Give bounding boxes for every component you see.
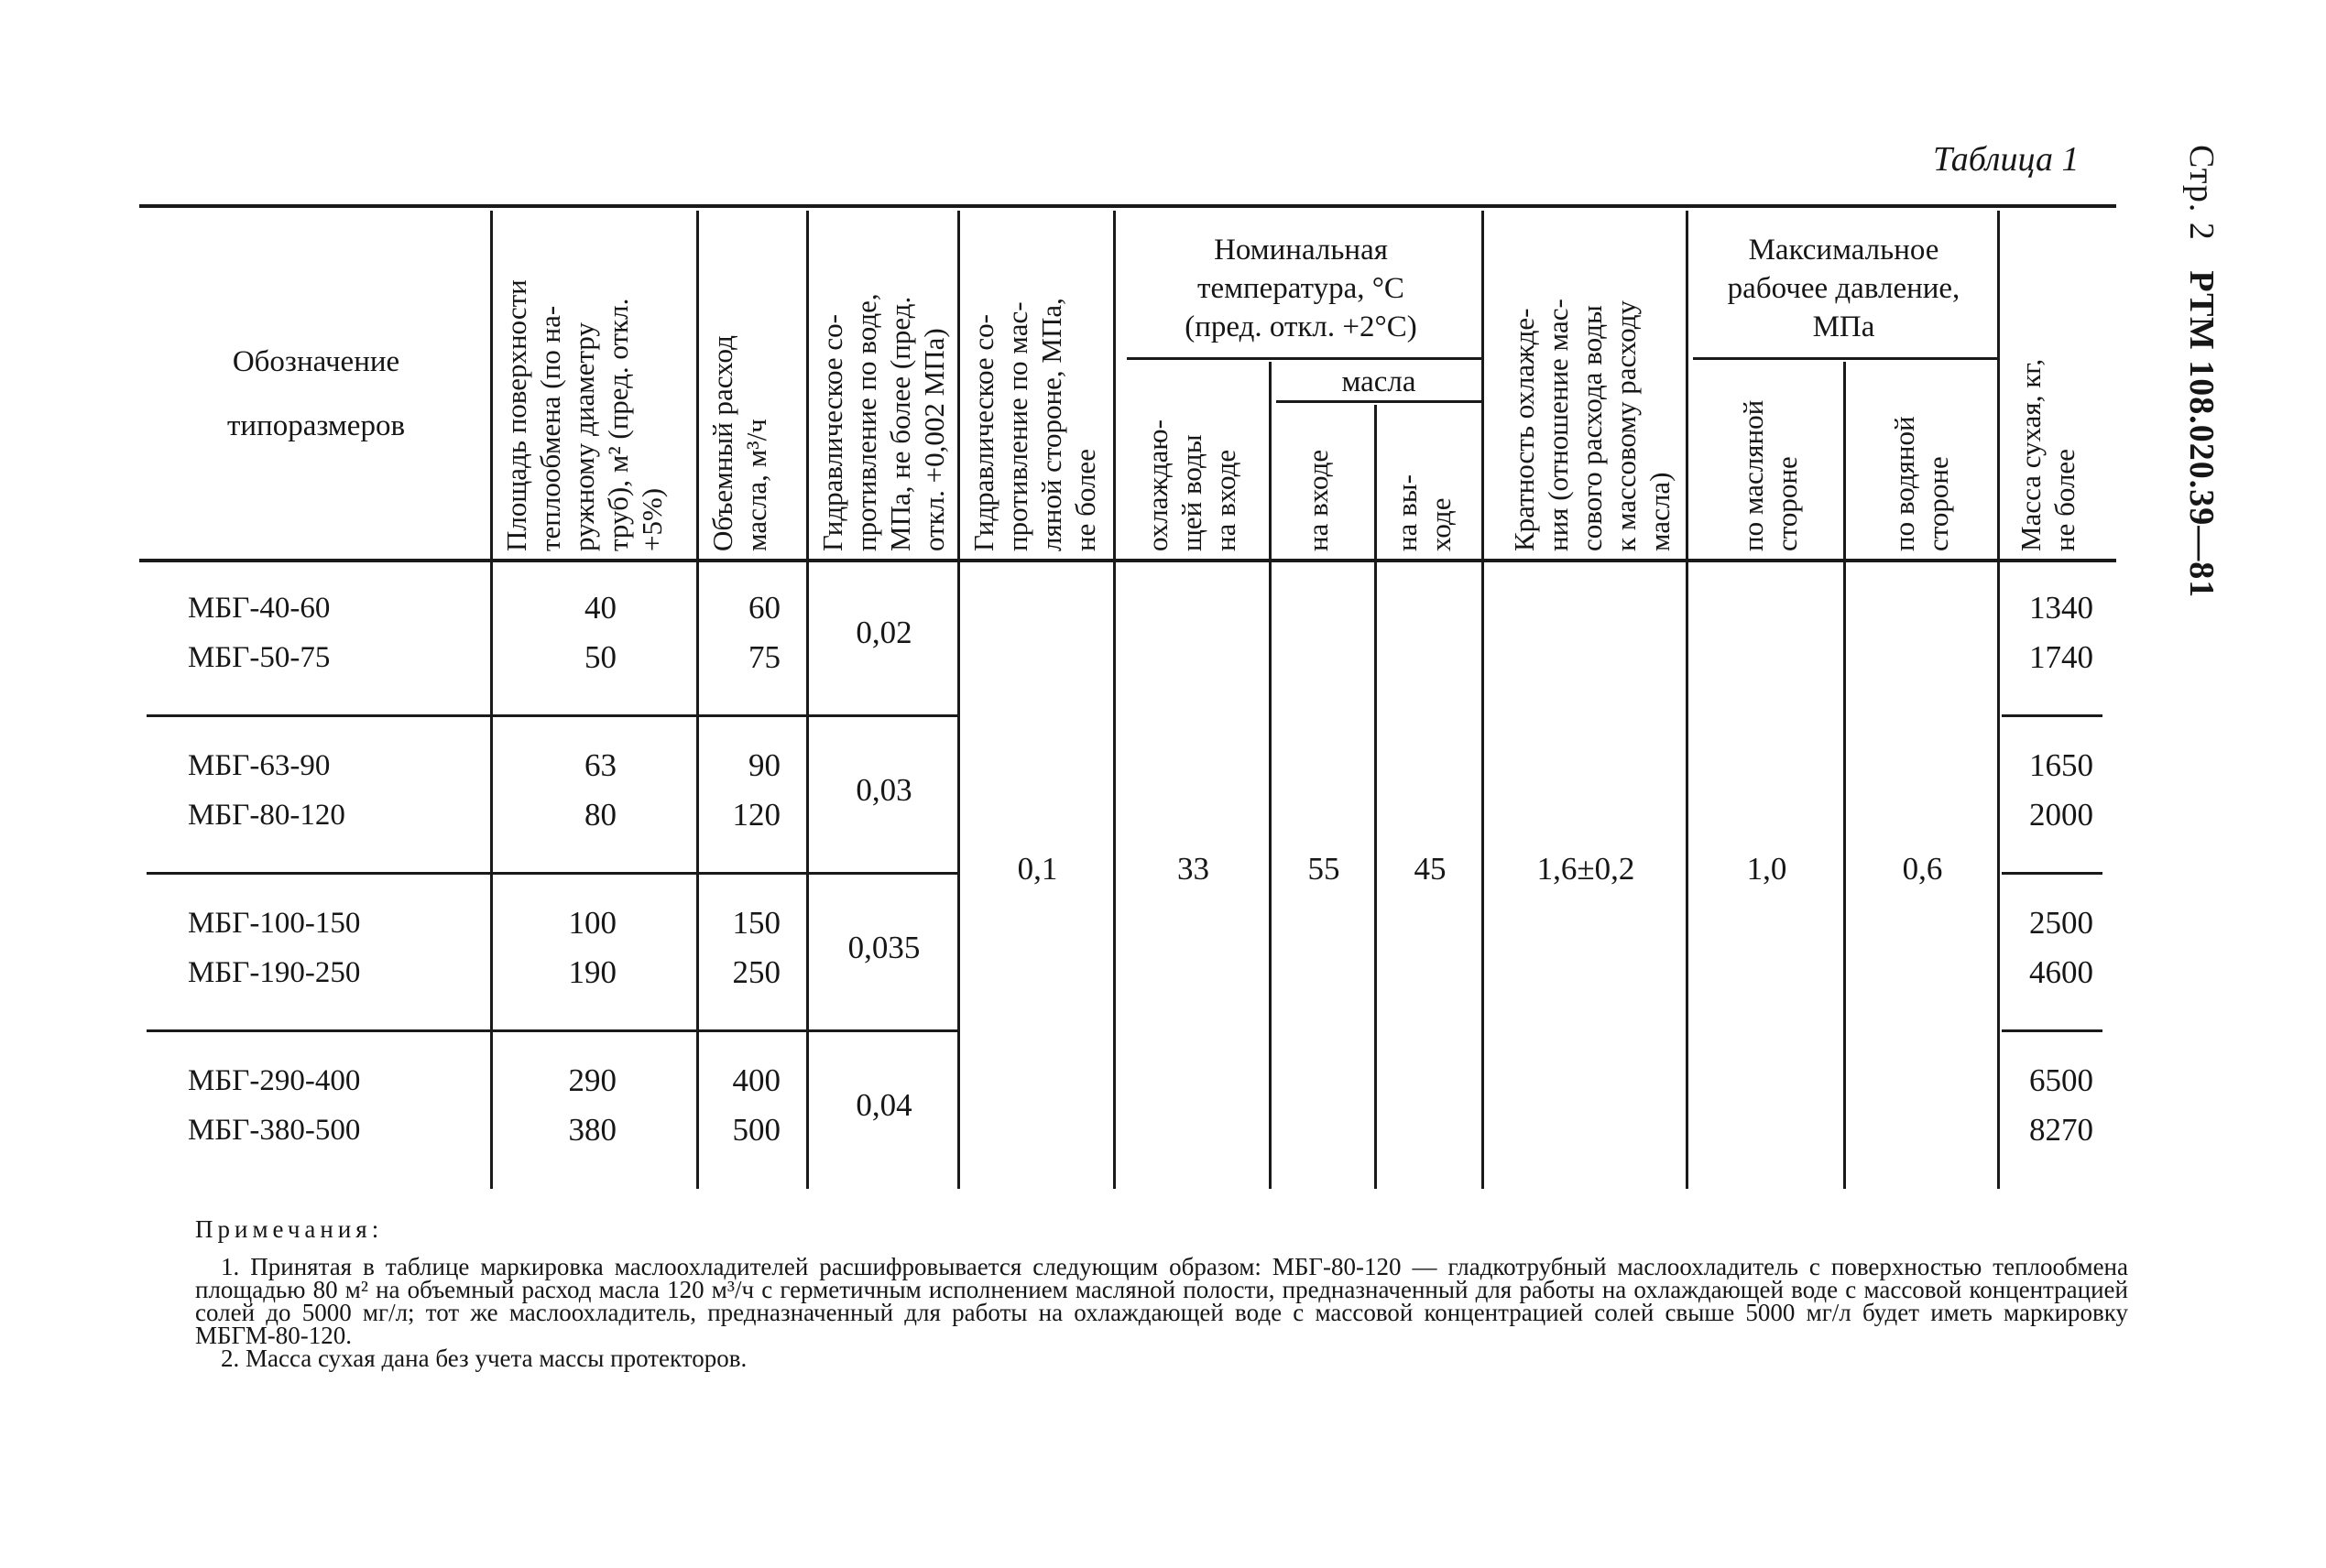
header-pressure-group: Максимальное рабочее давление, МПа: [1727, 234, 1960, 343]
oil-flow-cell: 500: [732, 1112, 781, 1148]
header-water-resistance: Гидравлическое со- противление по воде, МПа, не более (пред. откл. +0,002 МПа): [816, 293, 950, 551]
mass-cell: 2000: [2029, 797, 2093, 833]
header-bottom-rule: [139, 559, 2116, 562]
area-cell: 190: [568, 954, 617, 990]
column-divider: [1686, 211, 1688, 1189]
document-code: РТМ 108.020.39—81: [2182, 270, 2221, 599]
area-cell: 40: [584, 590, 617, 626]
cooling-ratio-value: 1,6±0,2: [1536, 851, 1635, 887]
header-water-inlet-temp: охлаждаю- щей воды на входе: [1141, 419, 1241, 551]
oil-flow-cell: 250: [732, 954, 781, 990]
mass-cell: 1740: [2029, 639, 2093, 675]
notes: [195, 1215, 2128, 1372]
mass-cell: 1650: [2029, 747, 2093, 783]
header-pressure-oil-side: по масляной стороне: [1737, 399, 1803, 551]
designation-cell: МБГ-40-60: [188, 592, 331, 625]
group-rule: [147, 872, 957, 875]
oil-flow-cell: 60: [748, 590, 781, 626]
column-divider: [1269, 362, 1272, 1189]
mass-group-rule: [2002, 1029, 2102, 1032]
mass-group-rule: [2002, 714, 2102, 717]
designation-cell: МБГ-50-75: [188, 641, 331, 674]
pressure-oil-value: 1,0: [1746, 851, 1787, 887]
pressure-group-rule: [1693, 357, 1997, 360]
mass-cell: 6500: [2029, 1062, 2093, 1098]
mass-cell: 4600: [2029, 954, 2093, 990]
area-cell: 100: [568, 905, 617, 941]
column-divider: [490, 211, 493, 1189]
area-cell: 80: [584, 797, 617, 833]
header-designation: Обозначение типоразмеров: [226, 345, 406, 442]
group-rule: [147, 1029, 957, 1032]
header-pressure-water-side: по водяной стороне: [1888, 416, 1954, 551]
water-resistance-cell: 0,03: [856, 772, 912, 808]
column-divider: [1374, 405, 1377, 1189]
designation-cell: МБГ-290-400: [188, 1064, 361, 1097]
column-divider: [806, 211, 809, 1189]
table-top-rule: [139, 204, 2116, 208]
column-divider: [957, 211, 960, 1189]
temp-group-rule: [1127, 357, 1484, 360]
area-cell: 290: [568, 1062, 617, 1098]
column-divider: [1843, 362, 1846, 1189]
oil-flow-cell: 150: [732, 905, 781, 941]
oil-flow-cell: 400: [732, 1062, 781, 1098]
column-divider: [1113, 211, 1116, 1189]
oil-outlet-temp-value: 45: [1414, 851, 1447, 887]
page-side-label: [2167, 145, 2222, 599]
mass-cell: 2500: [2029, 905, 2093, 941]
group-rule: [147, 714, 957, 717]
header-oil-flow: Объемный расход масла, м³/ч: [706, 335, 772, 551]
designation-cell: МБГ-190-250: [188, 956, 361, 989]
water-resistance-cell: 0,04: [856, 1087, 912, 1123]
note-item: 2. Масса сухая дана без учета массы протекторов.: [221, 1345, 748, 1372]
column-divider: [696, 211, 699, 1189]
header-oil-group: масла: [1341, 365, 1416, 398]
area-cell: 380: [568, 1112, 617, 1148]
oil-flow-cell: 120: [732, 797, 781, 833]
header-oil-outlet-temp: на вы- ходе: [1391, 474, 1457, 551]
designation-cell: МБГ-100-150: [188, 907, 361, 940]
designation-cell: МБГ-380-500: [188, 1114, 361, 1147]
water-resistance-cell: 0,02: [856, 615, 912, 650]
designation-cell: МБГ-80-120: [188, 799, 345, 832]
notes-title: Примечания:: [195, 1215, 384, 1243]
oil-resistance-value: 0,1: [1017, 851, 1058, 887]
header-cooling-ratio: Кратность охлажде- ния (отношение мас- сового расхода воды к массовому расходу масла): [1508, 299, 1676, 551]
column-divider: [1481, 211, 1484, 1189]
header-area: Площадь поверхности теплообмена (по на- ружному диаметру труб), м² (пред. откл. +5%): [500, 279, 668, 551]
oil-inlet-temp-value: 55: [1307, 851, 1340, 887]
column-divider: [1997, 211, 2000, 1189]
oil-flow-cell: 75: [748, 639, 781, 675]
area-cell: 63: [584, 747, 617, 783]
water-resistance-cell: 0,035: [847, 930, 921, 965]
designation-cell: МБГ-63-90: [188, 749, 331, 782]
header-temperature-group: Номинальная температура, °C (пред. откл. +2°C): [1185, 234, 1417, 343]
table-caption: Таблица 1: [1933, 140, 2080, 179]
note-item: 1. Принятая в таблице маркировка маслоохладителей расшифровывается следующим образом: МБГ-80-120 — гладкотрубный маслоохладитель с поверхностью теплообмена площадью 80 м² на объемный расход масла 120 м³/ч с герметичным исполнением масляной полости, предназначенный для работы на охлаждающей воде с массовой концентрацией солей до 5000 мг/л; тот же маслоохладитель, предназначенный для работы на охлаждающей воде с массовой концентрацией солей свыше 5000 мг/л будет иметь маркировку МБГМ-80-120.: [195, 1253, 2128, 1349]
mass-cell: 8270: [2029, 1112, 2093, 1148]
mass-cell: 1340: [2029, 590, 2093, 626]
header-oil-inlet-temp: на входе: [1302, 449, 1334, 551]
mass-group-rule: [2002, 872, 2102, 875]
header-oil-resistance: Гидравлическое со- противление по мас- ляной стороне, МПа, не более: [967, 298, 1101, 551]
pressure-water-value: 0,6: [1902, 851, 1943, 887]
page-number: Стр. 2: [2182, 145, 2221, 241]
water-temp-value: 33: [1177, 851, 1209, 887]
oil-flow-cell: 90: [748, 747, 781, 783]
header-mass: Масса сухая, кг, не более: [2015, 358, 2080, 551]
area-cell: 50: [584, 639, 617, 675]
